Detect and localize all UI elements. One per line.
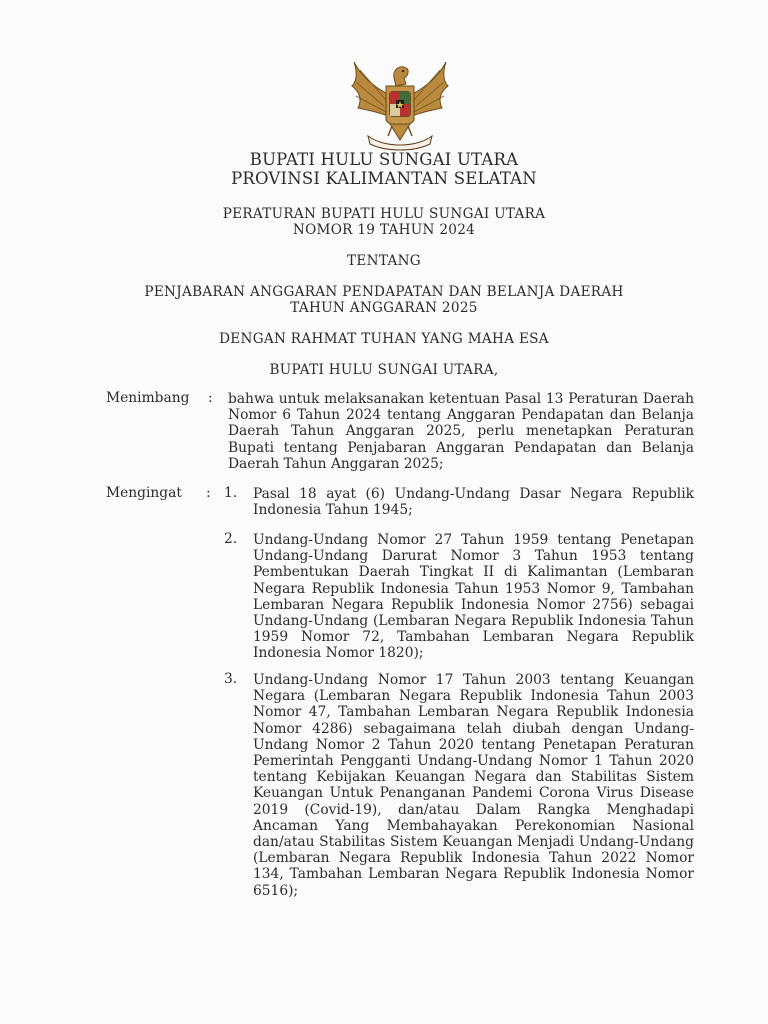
regulation-subject-line2: TAHUN ANGGARAN 2025 [290,300,478,316]
regulation-subject-line1: PENJABARAN ANGGARAN PENDAPATAN DAN BELANJA DAERAH [144,284,624,300]
regulation-number: NOMOR 19 TAHUN 2024 [292,222,476,238]
list-item-number: 2. [224,531,238,547]
regent-title: BUPATI HULU SUNGAI UTARA [249,150,519,169]
regulation-title: PERATURAN BUPATI HULU SUNGAI UTARA [222,206,546,222]
list-item: Undang-Undang Nomor 17 Tahun 2003 tentang Keuangan Negara (Lembaran Negara Republik Indonesia Tahun 2003 Nomor 47, Tambahan Lembaran Negara Republik Indonesia Nomor 4286) sebagaimana telah diubah dengan Undang-Undang Nomor 2 Tahun 2020 tentang Penetapan Peraturan Pemerintah Pengganti Undang-Undang Nomor 1 Tahun 2020 tentang Kebijakan Keuangan Negara dan Stabilitas Sistem Keuangan Untuk Penanganan Pandemi Corona Virus Disease 2019 (Covid-19), dan/atau Dalam Rangka Menghadapi Ancaman Yang Membahayakan Perekonomian Nasional dan/atau Stabilitas Sistem Keuangan Menjadi Undang-Undang (Lembaran Negara Republik Indonesia Tahun 2022 Nomor 134, Tambahan Lembaran Negara Republik Indonesia Nomor 6516); [253,672,694,899]
province-title: PROVINSI KALIMANTAN SELATAN [231,169,537,188]
garuda-emblem-icon [348,56,452,152]
list-item-number: 3. [224,671,238,687]
menimbang-label: Menimbang [106,390,190,406]
blessing-line: DENGAN RAHMAT TUHAN YANG MAHA ESA [219,331,549,347]
mengingat-label: Mengingat [106,485,182,501]
list-item-number: 1. [224,485,238,501]
list-item: Undang-Undang Nomor 27 Tahun 1959 tentang Penetapan Undang-Undang Darurat Nomor 3 Tahun 1953 tentang Pembentukan Daerah Tingkat II di Kalimantan (Lembaran Negara Republik Indonesia Tahun 1953 Nomor 9, Tambahan Lembaran Negara Republik Indonesia Nomor 2756) sebagai Undang-Undang (Lembaran Negara Republik Indonesia Tahun 1959 Nomor 72, Tambahan Lembaran Negara Republik Indonesia Nomor 1820); [253,532,694,662]
mengingat-colon: : [206,485,211,501]
menimbang-colon: : [208,390,213,406]
menimbang-text: bahwa untuk melaksanakan ketentuan Pasal 13 Peraturan Daerah Nomor 6 Tahun 2024 tentang Anggaran Pendapatan dan Belanja Daerah Tahun Anggaran 2025, perlu menetapkan Peraturan Bupati tentang Penjabaran Anggaran Pendapatan dan Belanja Daerah Tahun Anggaran 2025; [228,391,694,472]
about-heading: TENTANG [347,253,421,269]
list-item: Pasal 18 ayat (6) Undang-Undang Dasar Negara Republik Indonesia Tahun 1945; [253,486,694,519]
issuer-line: BUPATI HULU SUNGAI UTARA, [269,362,499,378]
